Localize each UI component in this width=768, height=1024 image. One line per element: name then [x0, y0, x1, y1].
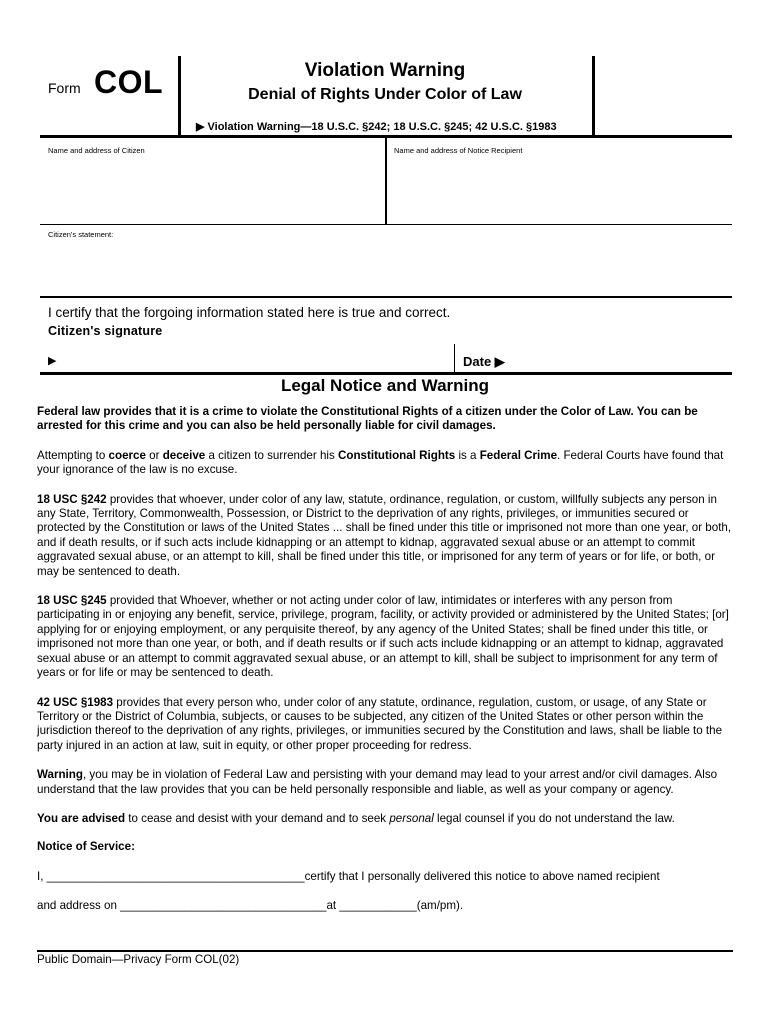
notice-paragraph-usc242: 18 USC §242 provides that whoever, under color of any law, statute, ordinance, regulation, or custom, willfully subjects any person in any State, Territory, Commonwealth, Possession, or District to the deprivation of any rights, privileges, or immunities secured or protected by the Constitution or laws of the United States ... shall be fined under this title or imprisoned not more than one year, or both, and if death results, or if such acts include kidnapping or an attempt to kidnap, aggravated sexual abuse or an attempt to commit aggravated sexual abuse, or an attempt to kill, shall be fined under this title, or imprisoned for any term of years or for life, or both, or may be sentenced to death.: [37, 492, 732, 578]
statement-label: Citizen's statement:: [48, 230, 114, 239]
citizen-name-label: Name and address of Citizen: [48, 146, 145, 155]
notice-intro: Federal law provides that it is a crime to violate the Constitutional Rights of a citizen under the Color of Law. You can be arrested for this crime and you can also be held personally liable for civil damages.: [37, 405, 698, 433]
fields-bottom-rule: [40, 372, 732, 375]
date-field[interactable]: [518, 344, 730, 370]
header-divider-right: [592, 56, 595, 136]
form-word: Form: [48, 80, 81, 96]
notice-of-service-heading: Notice of Service:: [37, 840, 135, 854]
statement-field[interactable]: [42, 240, 730, 294]
service-line-address: and address on ________________________________at ____________(am/pm).: [37, 899, 464, 913]
certification-text: I certify that the forgoing information stated here is true and correct.: [48, 305, 451, 320]
date-label: Date ▶: [463, 354, 505, 369]
notice-paragraph-warning: Warning, you may be in violation of Federal Law and persisting with your demand may lead to your arrest and/or civil damages. Also understand that the law provides that you can be held personally responsible and liable, as well as your company or agency.: [37, 768, 718, 796]
signature-field[interactable]: [62, 344, 448, 370]
fields-divider: [385, 137, 387, 225]
service-line-certify: I, ________________________________________certify that I personally delivered this notice to above named recipient: [37, 869, 660, 883]
legal-notice-body: [37, 405, 737, 929]
signature-label: Citizen's signature: [48, 324, 163, 338]
citizen-name-field[interactable]: [42, 156, 382, 222]
footer-rule: [37, 950, 733, 952]
notice-paragraph-advised: You are advised to cease and desist with your demand and to seek personal legal counsel if you do not understand the law.: [37, 811, 675, 825]
notice-paragraph-coerce: Attempting to coerce or deceive a citizen to surrender his Constitutional Rights is a Federal Crime. Federal Courts have found that your ignorance of the law is no excuse.: [37, 448, 724, 477]
form-code: COL: [94, 64, 164, 100]
recipient-name-field[interactable]: [390, 156, 730, 222]
legal-notice-title: Legal Notice and Warning: [280, 376, 490, 395]
form-title: Violation Warning: [304, 60, 466, 81]
recipient-name-label: Name and address of Notice Recipient: [394, 146, 523, 155]
notice-paragraph-usc245: 18 USC §245 provided that Whoever, whether or not acting under color of law, intimidates or interferes with any person from participating in or enjoying any benefit, service, privilege, program, facility, or activity provided or administered by the United States; [or] applying for or enjoying employment, or any perquisite thereof, by any agency of the United States; shall be fined under this title, or imprisoned not more than one year, or both, and if death results or if such acts include kidnapping or an attempt to kidnap, aggravated sexual abuse or an attempt to commit aggravated sexual abuse, or an attempt to kill, shall be subject to imprisonment for any term of years or for life or may be sentenced to death.: [37, 594, 729, 680]
form-subtitle: Denial of Rights Under Color of Law: [248, 86, 522, 103]
signature-date-divider: [454, 344, 455, 372]
notice-paragraph-usc1983: 42 USC §1983 provides that every person who, under color of any statute, ordinance, regulation, custom, or usage, of any State or Territory or the District of Columbia, subjects, or causes to be subjected, any citizen of the United States or other person within the jurisdiction thereof to the deprivation of any rights, privileges, or immunities secured by the Constitution and laws, shall be liable to the party injured in an action at law, suit in equity, or other proper proceeding for redress.: [37, 695, 723, 752]
statute-references: ▶ Violation Warning—18 U.S.C. §242; 18 U.S.C. §245; 42 U.S.C. §1983: [196, 121, 557, 133]
fields-mid-rule: [40, 224, 732, 225]
footer-text: Public Domain—Privacy Form COL(02): [37, 953, 240, 966]
statement-bottom-rule: [40, 296, 732, 298]
signature-arrow-icon: ▶: [48, 355, 57, 367]
